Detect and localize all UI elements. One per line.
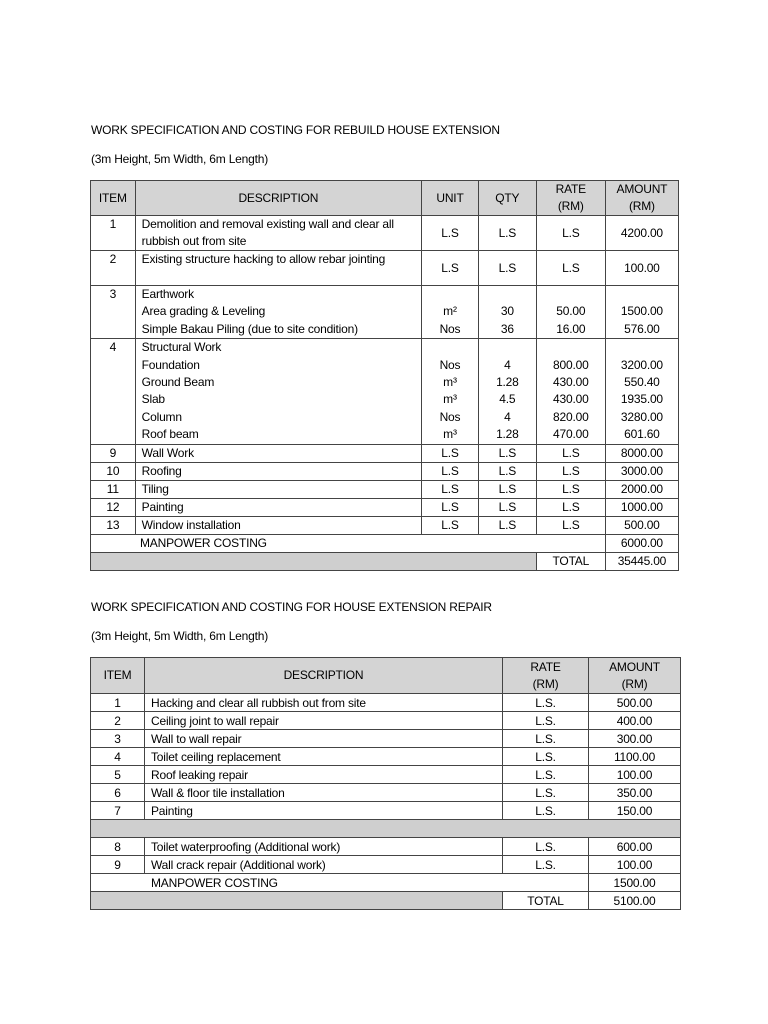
item-unit: L.S <box>422 462 479 480</box>
item-description: Ceiling joint to wall repair <box>145 712 503 730</box>
table-row <box>91 838 681 856</box>
item-rate: L.S. <box>503 748 589 766</box>
sub-item-rate: 430.00 <box>553 392 589 407</box>
item-amount <box>605 339 678 444</box>
item-amount: 100.00 <box>605 251 678 286</box>
item-amount: 1000.00 <box>605 498 678 516</box>
item-qty: L.S <box>478 480 536 498</box>
item-number: 5 <box>91 766 145 784</box>
item-number: 1 <box>91 694 145 712</box>
sub-item-rate: 50.00 <box>556 304 586 319</box>
item-amount: 500.00 <box>589 694 681 712</box>
item-amount: 150.00 <box>589 802 681 820</box>
blank-line <box>479 339 536 356</box>
manpower-row <box>91 534 679 552</box>
manpower-label-cell <box>91 534 606 552</box>
item-amount: 4200.00 <box>605 216 678 251</box>
sub-item-description: Roof beam <box>141 427 199 442</box>
section2-subtitle: (3m Height, 5m Width, 6m Length) <box>91 629 269 643</box>
table-row <box>91 516 679 534</box>
item-amount: 3000.00 <box>605 462 678 480</box>
item-rate: L.S <box>536 462 605 480</box>
item-amount: 100.00 <box>589 766 681 784</box>
item-unit <box>422 286 479 339</box>
sub-item-description: Foundation <box>141 357 200 372</box>
total-spacer <box>91 552 537 570</box>
sub-item-amount: 576.00 <box>624 321 660 336</box>
item-description: Wall to wall repair <box>145 730 503 748</box>
item-amount: 1100.00 <box>589 748 681 766</box>
sub-item-unit: m² <box>443 304 457 319</box>
item-rate: L.S <box>536 480 605 498</box>
item-qty: L.S <box>478 444 536 462</box>
header-item: ITEM <box>91 181 136 216</box>
header-qty: QTY <box>478 181 536 216</box>
blank-line <box>537 339 605 356</box>
blank-line <box>422 339 478 356</box>
sub-item-qty: 1.28 <box>496 374 519 389</box>
sub-item-unit: m³ <box>443 374 457 389</box>
item-rate: L.S. <box>503 802 589 820</box>
section1-title: WORK SPECIFICATION AND COSTING FOR REBUILD HOUSE EXTENSION <box>91 123 500 137</box>
description-text: Demolition and removal existing wall and clear all rubbish out from site <box>141 217 394 248</box>
sub-item-unit: Nos <box>439 409 461 424</box>
item-number: 2 <box>91 251 136 286</box>
sub-item-unit: Nos <box>439 321 461 336</box>
total-amount: 35445.00 <box>605 552 678 570</box>
item-rate: L.S. <box>503 766 589 784</box>
item-description: Toilet waterproofing (Additional work) <box>145 838 503 856</box>
item-description <box>135 251 421 286</box>
sub-item-description: Slab <box>141 392 165 407</box>
sub-item-qty: 30 <box>500 304 514 319</box>
manpower-row <box>91 874 681 892</box>
header-description: DESCRIPTION <box>145 658 503 694</box>
sub-item-rate: 470.00 <box>553 427 589 442</box>
total-label: TOTAL <box>536 552 605 570</box>
item-number: 11 <box>91 480 136 498</box>
table-row <box>91 766 681 784</box>
repair-costing-table <box>90 657 681 910</box>
item-rate: L.S. <box>503 694 589 712</box>
sub-item-description: Simple Bakau Piling (due to site condition) <box>141 321 358 336</box>
table-row <box>91 694 681 712</box>
group-title: Earthwork <box>141 287 194 301</box>
item-qty: L.S <box>478 516 536 534</box>
item-amount: 100.00 <box>589 856 681 874</box>
header-amount: AMOUNT (RM) <box>589 658 681 694</box>
item-rate <box>536 339 605 444</box>
item-number: 2 <box>91 712 145 730</box>
item-description: Painting <box>135 498 421 516</box>
table-row <box>91 748 681 766</box>
item-amount: 2000.00 <box>605 480 678 498</box>
sub-item-rate: 800.00 <box>553 357 589 372</box>
item-number: 4 <box>91 339 136 444</box>
item-number: 9 <box>91 856 145 874</box>
item-number: 4 <box>91 748 145 766</box>
total-row <box>91 892 681 910</box>
total-label: TOTAL <box>503 892 589 910</box>
sub-item-rate: 820.00 <box>553 409 589 424</box>
sub-item-amount: 3200.00 <box>620 357 663 372</box>
item-rate: L.S. <box>503 712 589 730</box>
item-rate: L.S <box>536 498 605 516</box>
manpower-label: MANPOWER COSTING <box>151 875 278 890</box>
sub-item-description: Ground Beam <box>141 374 215 389</box>
item-number: 1 <box>91 216 136 251</box>
item-number: 10 <box>91 462 136 480</box>
item-rate <box>536 286 605 339</box>
item-description: Wall Work <box>135 444 421 462</box>
sub-item-amount: 1500.00 <box>620 304 663 319</box>
sub-item-rate: 16.00 <box>556 321 586 336</box>
item-description: Tiling <box>135 480 421 498</box>
table-row <box>91 462 679 480</box>
separator-cell <box>91 820 681 838</box>
sub-item-amount: 550.40 <box>624 374 660 389</box>
manpower-label-cell <box>91 874 589 892</box>
item-unit: L.S <box>422 444 479 462</box>
sub-item-rate: 430.00 <box>553 374 589 389</box>
table-row <box>91 216 679 251</box>
total-amount: 5100.00 <box>589 892 681 910</box>
item-amount: 500.00 <box>605 516 678 534</box>
item-amount: 400.00 <box>589 712 681 730</box>
description-text: Existing structure hacking to allow rebar jointing <box>141 252 386 266</box>
item-description: Wall crack repair (Additional work) <box>145 856 503 874</box>
item-qty: L.S <box>478 498 536 516</box>
header-item: ITEM <box>91 658 145 694</box>
header-description: DESCRIPTION <box>135 181 421 216</box>
item-unit: L.S <box>422 216 479 251</box>
item-rate: L.S <box>536 251 605 286</box>
separator-row <box>91 820 681 838</box>
item-rate: L.S. <box>503 730 589 748</box>
group-title: Structural Work <box>141 340 222 355</box>
table-row <box>91 498 679 516</box>
item-number: 3 <box>91 730 145 748</box>
sub-item-description: Column <box>141 409 182 424</box>
sub-item-qty: 1.28 <box>496 427 519 442</box>
sub-item-qty: 4 <box>504 409 511 424</box>
item-amount: 8000.00 <box>605 444 678 462</box>
table-row <box>91 730 681 748</box>
item-rate: L.S. <box>503 856 589 874</box>
table-row <box>91 856 681 874</box>
item-number: 9 <box>91 444 136 462</box>
table-row <box>91 251 679 286</box>
table-row <box>91 802 681 820</box>
item-number: 6 <box>91 784 145 802</box>
item-rate: L.S. <box>503 838 589 856</box>
item-unit: L.S <box>422 498 479 516</box>
item-unit: L.S <box>422 516 479 534</box>
section1-subtitle: (3m Height, 5m Width, 6m Length) <box>91 152 269 166</box>
item-unit <box>422 339 479 444</box>
manpower-amount: 6000.00 <box>605 534 678 552</box>
item-number: 12 <box>91 498 136 516</box>
header-unit: UNIT <box>422 181 479 216</box>
table-row-group <box>91 286 679 339</box>
item-qty <box>478 339 536 444</box>
item-description: Wall & floor tile installation <box>145 784 503 802</box>
item-description: Window installation <box>135 516 421 534</box>
manpower-amount: 1500.00 <box>589 874 681 892</box>
item-description: Roof leaking repair <box>145 766 503 784</box>
item-description: Painting <box>145 802 503 820</box>
sub-item-amount: 601.60 <box>624 427 660 442</box>
sub-item-qty: 36 <box>500 321 514 336</box>
item-number: 7 <box>91 802 145 820</box>
item-unit: L.S <box>422 251 479 286</box>
blank-line <box>422 286 478 303</box>
item-amount <box>605 286 678 339</box>
blank-line <box>606 339 678 356</box>
item-qty: L.S <box>478 251 536 286</box>
sub-item-unit: Nos <box>439 357 461 372</box>
item-qty: L.S <box>478 216 536 251</box>
item-qty: L.S <box>478 462 536 480</box>
item-rate: L.S. <box>503 784 589 802</box>
header-rate: RATE (RM) <box>536 181 605 216</box>
item-description <box>135 216 421 251</box>
item-number: 13 <box>91 516 136 534</box>
rebuild-costing-table <box>90 180 679 571</box>
blank-line <box>537 286 605 303</box>
item-rate: L.S <box>536 516 605 534</box>
item-number: 3 <box>91 286 136 339</box>
manpower-label: MANPOWER COSTING <box>140 536 267 551</box>
item-qty <box>478 286 536 339</box>
sub-item-unit: m³ <box>443 427 457 442</box>
sub-item-qty: 4 <box>504 357 511 372</box>
item-rate: L.S <box>536 216 605 251</box>
sub-item-qty: 4.5 <box>499 392 516 407</box>
table-header-row <box>91 658 681 694</box>
total-row <box>91 552 679 570</box>
total-spacer <box>91 892 503 910</box>
blank-line <box>606 286 678 303</box>
blank-line <box>479 286 536 303</box>
item-description <box>135 286 421 339</box>
table-row <box>91 712 681 730</box>
table-row <box>91 480 679 498</box>
item-amount: 600.00 <box>589 838 681 856</box>
table-header-row <box>91 181 679 216</box>
header-rate: RATE (RM) <box>503 658 589 694</box>
item-description: Toilet ceiling replacement <box>145 748 503 766</box>
table-row-group <box>91 339 679 444</box>
header-amount: AMOUNT (RM) <box>605 181 678 216</box>
sub-item-unit: m³ <box>443 392 457 407</box>
table-row <box>91 444 679 462</box>
sub-item-amount: 1935.00 <box>620 392 663 407</box>
section2-title: WORK SPECIFICATION AND COSTING FOR HOUSE EXTENSION REPAIR <box>91 600 492 614</box>
item-unit: L.S <box>422 480 479 498</box>
sub-item-description: Area grading & Leveling <box>141 304 266 319</box>
item-description <box>135 339 421 444</box>
item-description: Roofing <box>135 462 421 480</box>
item-rate: L.S <box>536 444 605 462</box>
item-amount: 350.00 <box>589 784 681 802</box>
item-description: Hacking and clear all rubbish out from site <box>145 694 503 712</box>
item-amount: 300.00 <box>589 730 681 748</box>
sub-item-amount: 3280.00 <box>620 409 663 424</box>
item-number: 8 <box>91 838 145 856</box>
table-row <box>91 784 681 802</box>
